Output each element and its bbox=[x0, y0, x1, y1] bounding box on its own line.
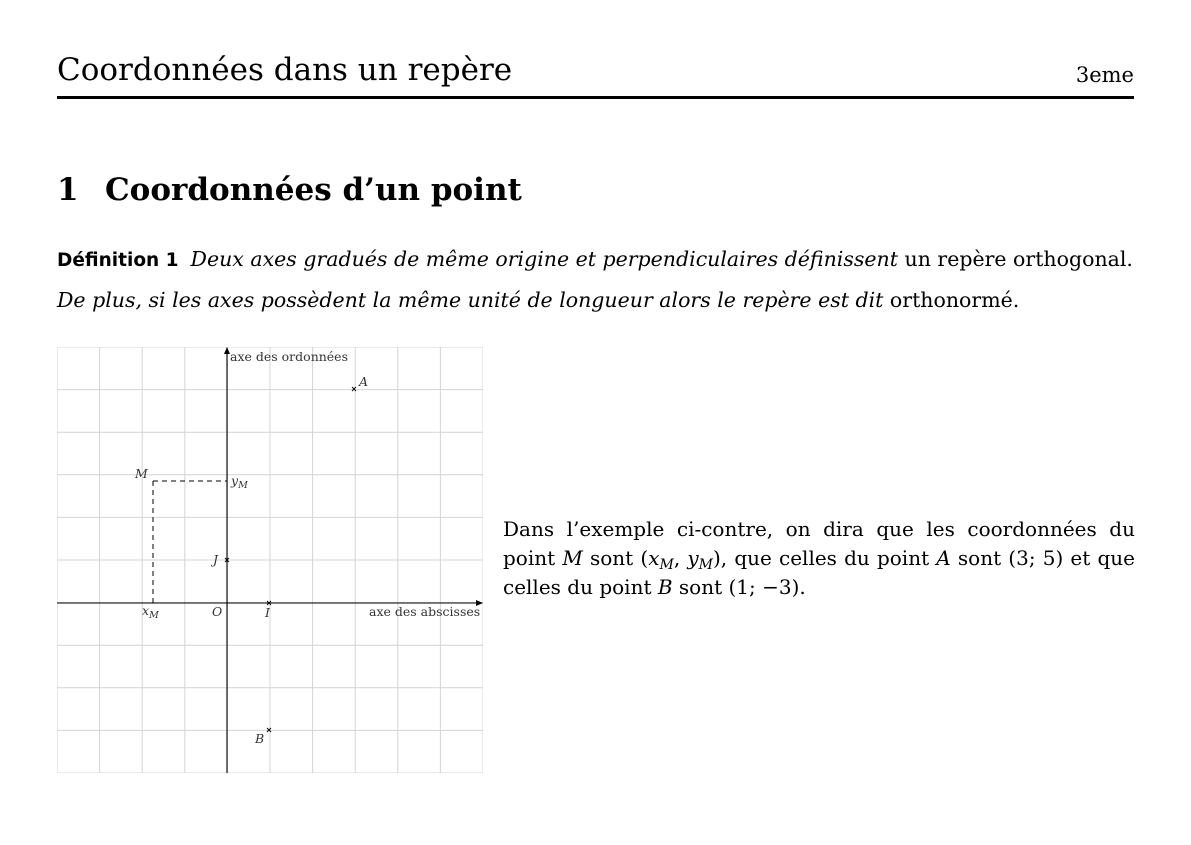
section-title: Coordonnées d’un point bbox=[105, 172, 522, 208]
example-paragraph: Dans l’exemple ci-contre, on dira que les coordonnées du point M sont ($x_M$, $y_M$), que celles du point A sont (3; 5) et que celles du point B sont (1; −3). bbox=[503, 517, 1135, 599]
y-axis-label: axe des ordonnées bbox=[230, 349, 348, 364]
coordinate-plane bbox=[57, 347, 483, 773]
y-projection-label: $y_M$ bbox=[231, 473, 248, 491]
definition-line-1 bbox=[57, 246, 1133, 274]
definition-term-orthonormal: orthonormé. bbox=[883, 288, 1020, 312]
x-axis-label: axe des abscisses bbox=[369, 604, 481, 619]
definition-term-orthogonal: un repère orthogonal. bbox=[897, 247, 1133, 271]
point-b-label: B bbox=[255, 731, 265, 746]
point-a-ref: A bbox=[936, 546, 951, 570]
grid bbox=[57, 347, 483, 773]
origin-label: O bbox=[212, 604, 223, 619]
ym-ref: y bbox=[687, 546, 699, 570]
xm-ref: x bbox=[648, 546, 660, 570]
x-projection-label: $x_M$ bbox=[142, 603, 159, 621]
page-title: Coordonnées dans un repère bbox=[57, 52, 513, 88]
coordinate-figure bbox=[57, 347, 483, 773]
point-i-label: I bbox=[265, 605, 270, 620]
section-heading bbox=[57, 170, 522, 210]
definition-label: Définition 1 bbox=[57, 250, 179, 271]
definition-text-italic-2: De plus, si les axes possèdent la même unité de longueur alors le repère est dit bbox=[57, 288, 884, 312]
dashed-projection-lines bbox=[153, 481, 227, 603]
grade-level: 3eme bbox=[1075, 63, 1134, 87]
point-j-label: J bbox=[213, 552, 219, 567]
definition-text-italic: Deux axes gradués de même origine et perpendiculaires définissent bbox=[190, 247, 898, 271]
point-b-ref: B bbox=[657, 575, 673, 599]
page-header bbox=[57, 50, 1134, 99]
point-m-ref: M bbox=[562, 546, 583, 570]
point-m-label: M bbox=[135, 466, 148, 481]
point-a-label: A bbox=[359, 374, 369, 389]
section-number: 1 bbox=[57, 172, 79, 208]
definition-line-2 bbox=[57, 287, 1019, 313]
